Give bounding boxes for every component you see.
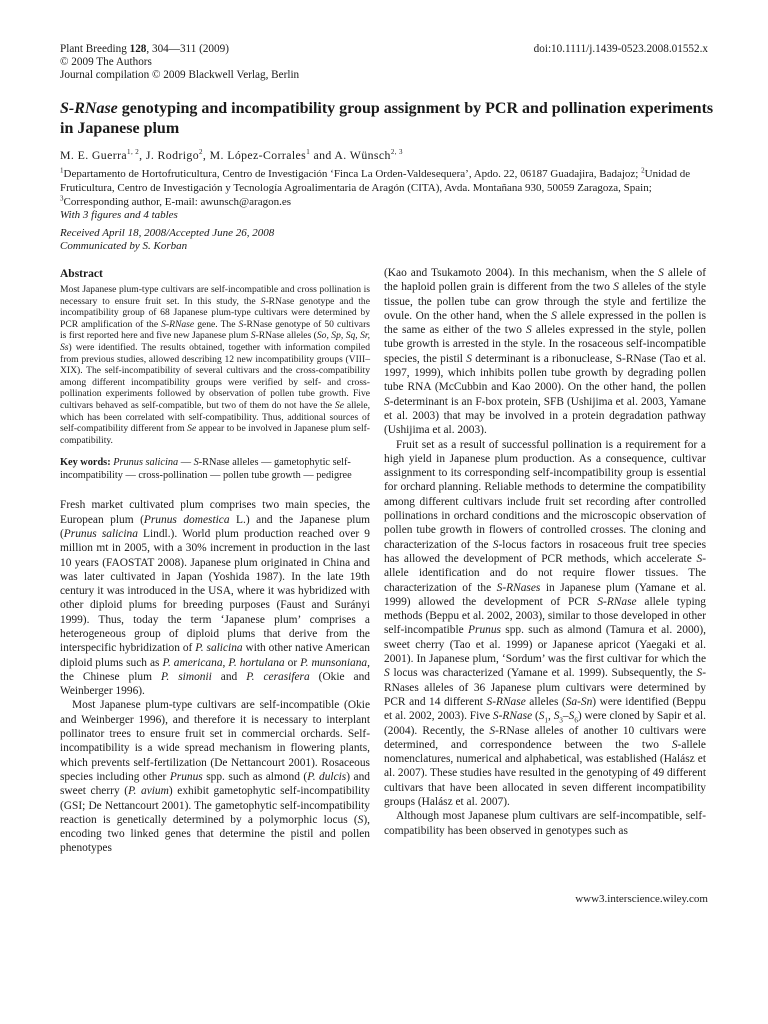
article-title: S-RNase genotyping and incompatibility group assignment by PCR and pollination experiments in Japanese plum bbox=[60, 100, 714, 137]
left-column bbox=[60, 268, 370, 856]
copyright-line: © 2009 The Authors bbox=[60, 56, 152, 68]
intro-paragraph-3: (Kao and Tsukamoto 2004). In this mechanism, when the S allele of the haploid pollen grain is different from the two S alleles of the style tissue, the pollen tube can grow through the style and fertilize the ovule. On the other hand, when the S allele expressed in the pollen is the same as either of the two S alleles expressed in the style, pollen tube growth is arrested in the style. In the rosaceous self-incompatible species, the pistil S determinant is a ribonuclease, S-RNase (Tao et al. 1997, 1999), which inhibits pollen tube growth by degrading pollen tube RNA (McCubbin and Kao 2000). On the other hand, the pollen S-determinant is an F-box protein, SFB (Ushijima et al. 2003, Yamane et al. 2003) that may be involved in a protein degradation pathway (Ushijima et al. 2003). bbox=[384, 267, 706, 437]
intro-paragraph-1: Fresh market cultivated plum comprises two main species, the European plum (Prunus domestica L.) and the Japanese plum (Prunus salicina Lindl.). World plum production reached over 9 million mt in 2005, with a 30% increment in production in the last 10 years (FAOSTAT 2008). Japanese plum originated in China and was later cultivated in Japan (Yoshida 1987). In the late 19th century it was introduced in the USA, where it was hybridized with other diploid plums for breeding purposes (Faust and Surányi 1999). Thus, today the term ‘Japanese plum’ comprises a heterogeneous group of diploid plums that derive from the interspecific hybridization of P. salicina with other native American diploid plums such as P. americana, P. hortulana or P. munsoniana, the Chinese plum P. simonii and P. cerasifera (Okie and Weinberger 1996). bbox=[60, 499, 371, 698]
right-column bbox=[384, 266, 706, 838]
intro-paragraph-2: Most Japanese plum-type cultivars are self-incompatible (Okie and Weinberger 1996), and therefore it is necessary to interplant pollinator trees to ensure fruit set in commercial orchards. Self-incompatibility is a wide spread mechanism in flowering plants, which prevents self-fertilization (De Nettancourt 2001). Rosaceous species including other Prunus spp. such as almond (P. dulcis) and sweet cherry (P. avium) exhibit gametophytic self-incompatibility (GSI; De Nettancourt 2001). The gametophytic self-incompatibility reaction is genetically determined by a polymorphic locus (S), encoding two linked genes that determine the pistil and pollen phenotypes bbox=[60, 699, 370, 855]
authors: M. E. Guerra$^{1, 2}$, J. Rodrigo$^2$, M. López-Corrales$^1$ and A. Wünsch$^{2, 3}$ bbox=[60, 148, 403, 162]
journal-header bbox=[60, 43, 299, 82]
communicated-by: Communicated by S. Korban bbox=[60, 240, 188, 252]
compilation-line: Journal compilation © 2009 Blackwell Verlag, Berlin bbox=[60, 69, 300, 81]
intro-paragraph-5: Although most Japanese plum cultivars are self-incompatible, self-compatibility has been observed in genotypes such as bbox=[384, 810, 706, 837]
publisher-url: www3.interscience.wiley.com bbox=[575, 893, 708, 905]
abstract-text: Most Japanese plum-type cultivars are self-incompatible and cross pollination is necessary to ensure fruit set. In this study, the S-RNase genotype and the incompatibility group of 68 Japanese plum-type cultivars were determined by PCR amplification of the S-RNase gene. The S-RNase genotype of 50 cultivars is first reported here and five new Japanese plum S-RNase alleles (So, Sp, Sq, Sr, Ss) were identified. The results obtained, together with information compiled from previous studies, allowed describing 12 new incompatibility groups (VIII–XIX). The self-incompatibility of several cultivars and the cross-compatibility among different incompatibility groups were verified by self- and cross-pollination experiments followed by observation of pollen tube growth. Five cultivars behaved as self-compatible, but two of them do not have the Se allele, which has been correlated with self-compatibility. Thus, additional sources of self-compatibility different from Se appear to be involved in Japanese plum self-compatibility. bbox=[60, 284, 370, 446]
received-accepted: Received April 18, 2008/Accepted June 26, 2008 bbox=[60, 227, 275, 239]
figures-note: With 3 figures and 4 tables bbox=[60, 209, 178, 221]
abstract-heading: Abstract bbox=[60, 268, 103, 280]
doi: doi:10.1111/j.1439-0523.2008.01552.x bbox=[533, 43, 708, 55]
intro-paragraph-4: Fruit set as a result of successful pollination is a requirement for a high yield in Japanese plum production. As a consequence, cultivar assignment to its corresponding self-incompatibility group is essential for orchard planning. Reliable methods to determine the compatibility among different cultivars include fruit set recording after controlled pollinations in orchard conditions and the microscopic observation of pollen tube growth in flowers of controlled crosses. The cloning and characterization of the S-locus factors in rosaceous fruit tree species has allowed the development of PCR methods, which accelerate S-allele identification and do not require flower tissues. The characterization of the S-RNases in Japanese plum (Yamane et al. 1999) allowed the development of PCR S-RNase allele typing methods (Beppu et al. 2002, 2003), similar to those developed in other self-incompatible Prunus spp. such as almond (Tamura et al. 2000), sweet cherry (Tao et al. 1999) or Japanese apricot (Yaegaki et al. 2001). In Japanese plum, ‘Sordum’ was the first cultivar for which the S locus was characterized (Yamane et al. 1999). Subsequently, the S-RNases alleles of 36 Japanese plum cultivars were determined by PCR and 14 different S-RNase alleles (Sa-Sn) were identified (Beppu et al. 2002, 2003). Five S-RNase ($S_1$, $S_3-S_6$) were cloned by Sapir et al. (2004). Recently, the S-RNase alleles of another 10 cultivars were determined, and correspondence between the two S-allele nomenclatures, numerical and alphabetical, was established (Halász et al. 2007). These studies have resulted in the genotyping of 49 different cultivars that have been allocated in seven different incompatibility groups (Halász et al. 2007). bbox=[384, 438, 707, 808]
keywords: Key words: Prunus salicina — S-RNase alleles — gametophytic self-incompatibility — cross-pollination — pollen tube growth — pedigree bbox=[60, 457, 352, 481]
journal-citation: Plant Breeding 128, 304—311 (2009) bbox=[60, 43, 229, 55]
submission-dates bbox=[60, 227, 274, 253]
affiliations: $^1$Departamento de Hortofruticultura, Centro de Investigación ‘Finca La Orden-Valdesequera’, Apdo. 22, 06187 Guadajira, Badajoz; $^2$Unidad de Fruticultura, Centro de Investigación y Tecnología Agroalimentaria de Aragón (CITA), Avda. Montañana 930, 50059 Zaragoza, Spain; $^3$Corresponding author, E-mail: awunsch@aragon.es bbox=[60, 166, 691, 208]
